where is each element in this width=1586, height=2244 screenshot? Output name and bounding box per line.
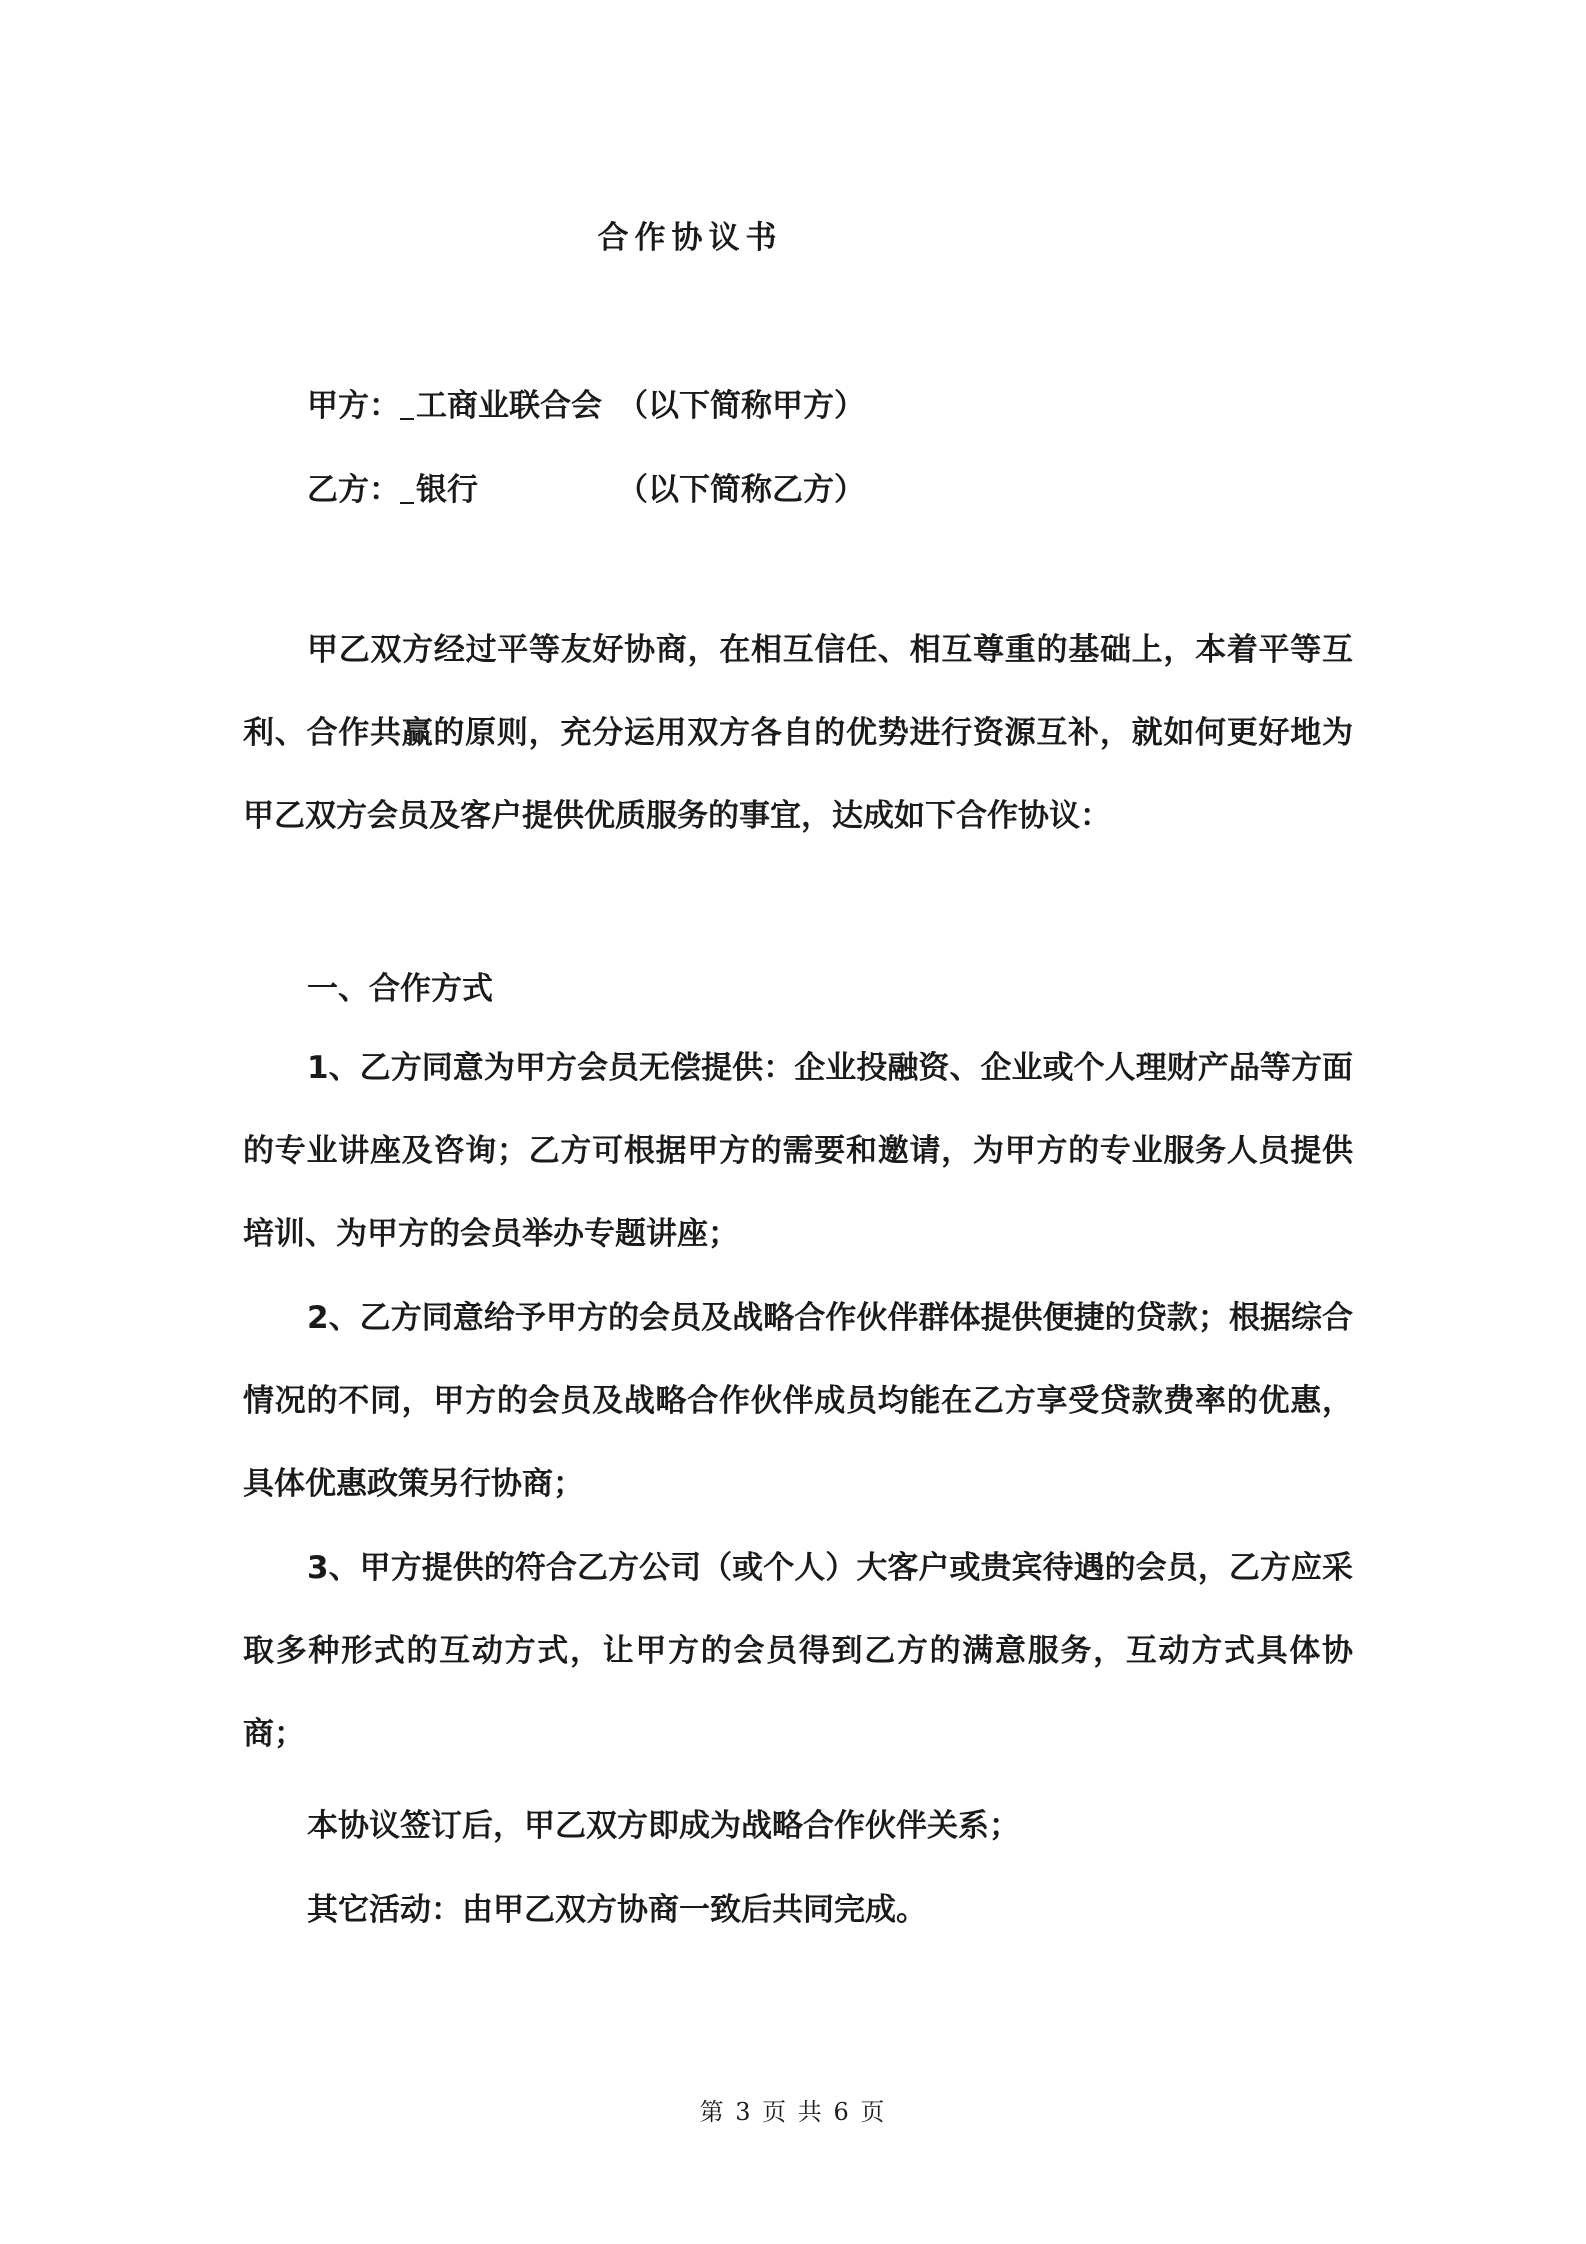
party-a-name: 工商业联合会 bbox=[416, 388, 602, 424]
note-partnership: 本协议签订后，甲乙双方即成为战略合作伙伴关系； bbox=[307, 1808, 1020, 1844]
party-a-label: 甲方： bbox=[307, 388, 400, 424]
clause-1: 1、乙方同意为甲方会员无偿提供：企业投融资、企业或个人理财产品等方面的专业讲座及咨询；乙方可根据甲方的需要和邀请，为甲方的专业服务人员提供培训、为甲方的会员举办专题讲座； bbox=[243, 1050, 1353, 1252]
party-a-alias: （以下简称甲方） bbox=[617, 388, 865, 424]
party-a-line bbox=[307, 380, 865, 425]
party-b-label: 乙方： bbox=[307, 472, 400, 508]
page-number: 第 3 页 共 6 页 bbox=[699, 2098, 887, 2126]
clause-3: 3、甲方提供的符合乙方公司（或个人）大客户或贵宾待遇的会员，乙方应采取多种形式的互动方式，让甲方的会员得到乙方的满意服务，互动方式具体协商； bbox=[243, 1550, 1353, 1752]
intro-paragraph: 甲乙双方经过平等友好协商，在相互信任、相互尊重的基础上，本着平等互利、合作共赢的原则，充分运用双方各自的优势进行资源互补，就如何更好地为甲乙双方会员及客户提供优质服务的事宜，达成如下合作协议： bbox=[243, 632, 1353, 834]
party-a-underline bbox=[400, 417, 414, 420]
party-b-line bbox=[307, 464, 865, 509]
party-b-underline bbox=[400, 501, 414, 504]
party-b-alias: （以下简称乙方） bbox=[617, 472, 865, 508]
clause-2: 2、乙方同意给予甲方的会员及战略合作伙伴群体提供便捷的贷款；根据综合情况的不同，甲方的会员及战略合作伙伴成员均能在乙方享受贷款费率的优惠，具体优惠政策另行协商； bbox=[243, 1300, 1353, 1502]
section-heading: 一、合作方式 bbox=[307, 971, 493, 1007]
note-other-activities: 其它活动：由甲乙双方协商一致后共同完成。 bbox=[307, 1892, 927, 1928]
document-title: 合作协议书 bbox=[597, 220, 783, 256]
party-b-name: 银行 bbox=[416, 472, 478, 508]
